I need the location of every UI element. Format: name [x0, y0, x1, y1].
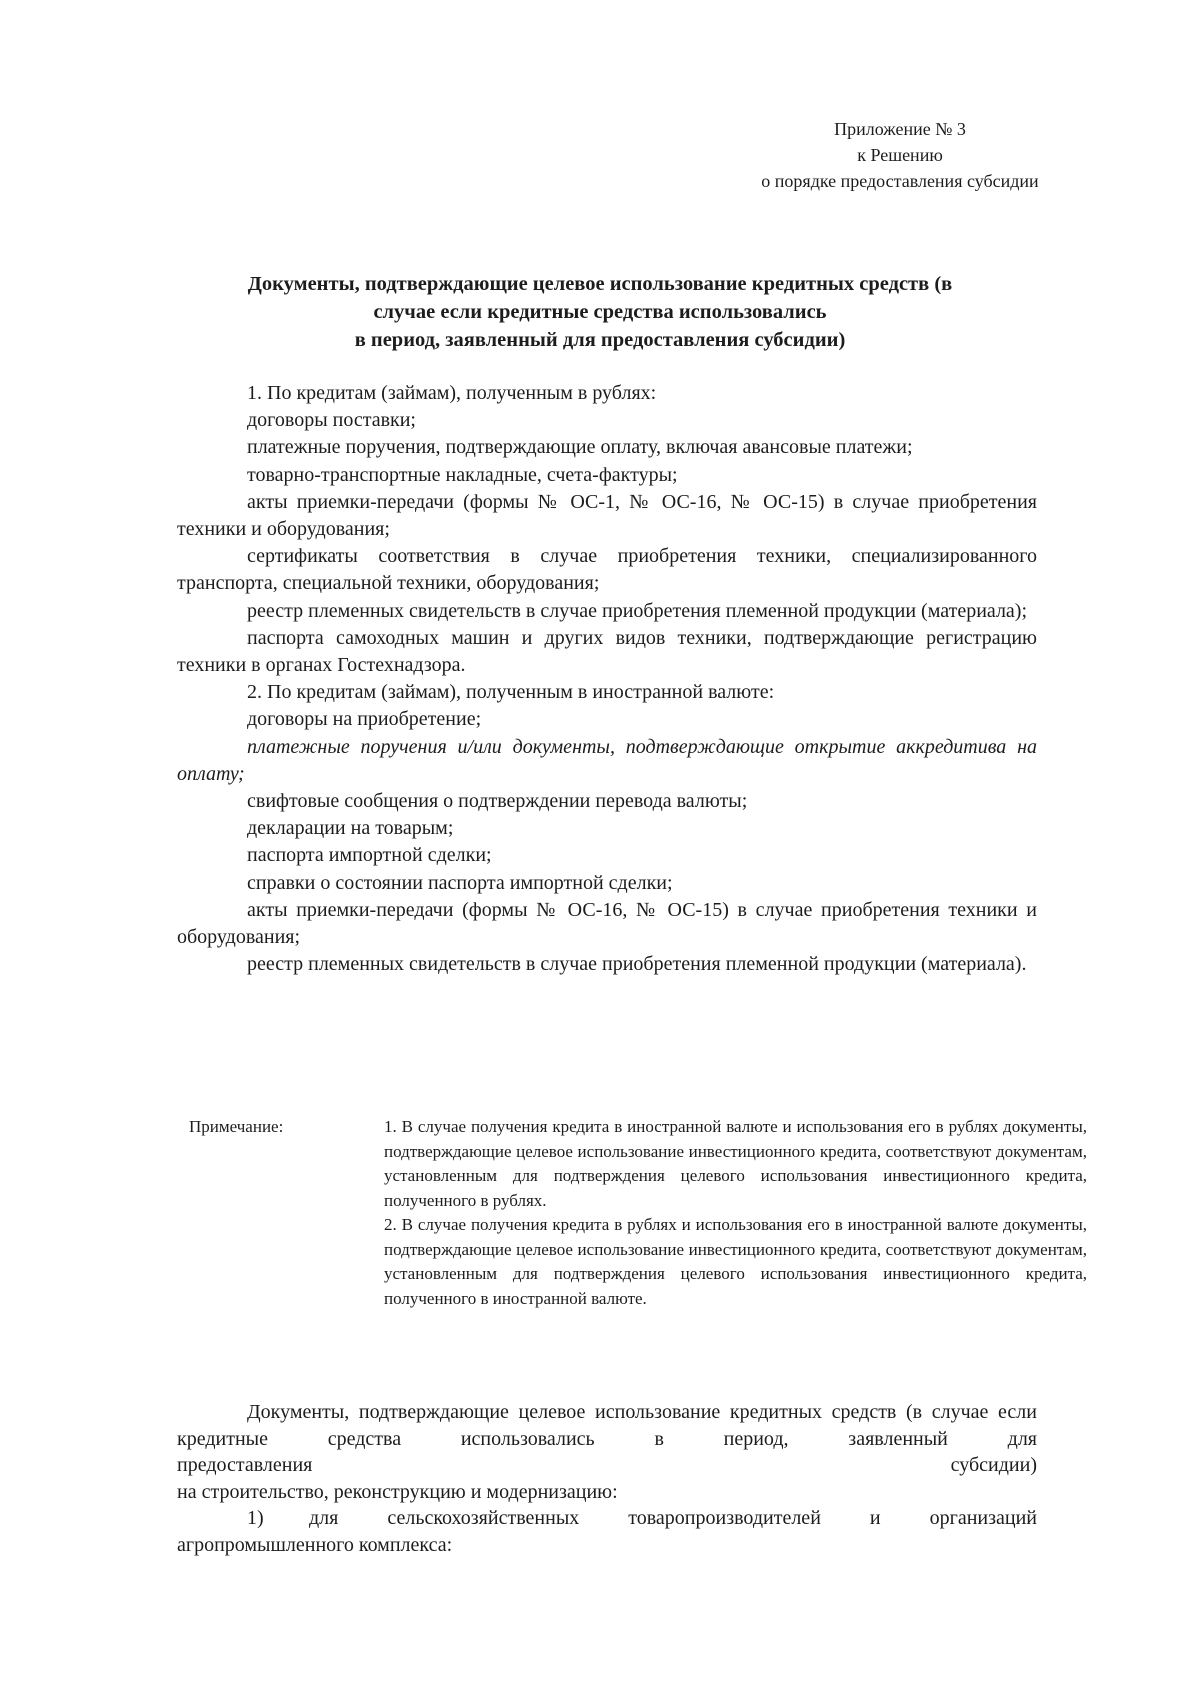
- appendix-number: Приложение № 3: [834, 119, 966, 139]
- list-text: для сельскохозяйственных товаропроизводителей и организаций агропромышленного комплекса:: [177, 1507, 1037, 1556]
- list-item: договоры поставки;: [247, 409, 416, 432]
- list-item: акты приемки-передачи (формы № ОС-16, № ОС-15) в случае приобретения техники и оборудования;: [177, 898, 1037, 949]
- list-number: 1): [247, 1507, 264, 1529]
- appendix-header: [700, 116, 1100, 194]
- construction-intro-spread-line: [177, 1452, 1037, 1479]
- appendix-subject: о порядке предоставления субсидии: [761, 171, 1039, 191]
- note-label: Примечание:: [189, 1117, 284, 1136]
- construction-intro-word: предоставления: [177, 1454, 313, 1476]
- list-item: платежные поручения и/или документы, подтверждающие открытие аккредитива на оплату;: [177, 735, 1037, 785]
- list-item: свифтовые сообщения о подтверждении перевода валюты;: [247, 790, 748, 813]
- section-heading-foreign-currency: 2. По кредитам (займам), полученным в иностранной валюте:: [247, 681, 775, 704]
- document-body: [177, 380, 1037, 978]
- list-item: реестр племенных свидетельств в случае приобретения племенной продукции (материала);: [247, 599, 1028, 622]
- list-item: паспорта импортной сделки;: [247, 844, 492, 867]
- numbered-list-item: [177, 1505, 1037, 1558]
- note-item: 1. В случае получения кредита в иностранной валюте и использования его в рублях документы, подтверждающие целевое использование инвестиционного кредита, соответствуют документам, установленным для подтверждения целевого использования инвестиционного кредита, полученного в рублях.: [384, 1117, 1087, 1210]
- list-item: паспорта самоходных машин и других видов техники, подтверждающие регистрацию техники в органах Гостехнадзора.: [177, 626, 1037, 677]
- construction-intro-purpose: на строительство, реконструкцию и модернизацию:: [177, 1480, 618, 1503]
- title-line: случае если кредитные средства использовались: [373, 301, 827, 323]
- construction-section: [177, 1399, 1037, 1558]
- list-item: реестр племенных свидетельств в случае приобретения племенной продукции (материала).: [247, 953, 1027, 976]
- title-line: Документы, подтверждающие целевое использование кредитных средств (в: [247, 273, 953, 295]
- appendix-reference: к Решению: [857, 145, 943, 165]
- list-item: сертификаты соответствия в случае приобретения техники, специализированного транспорта, специальной техники, оборудования;: [177, 545, 1037, 595]
- note-item: 2. В случае получения кредита в рублях и использования его в иностранной валюте документы, подтверждающие целевое использование инвестиционного кредита, соответствуют документам, установленным для подтверждения целевого использования инвестиционного кредита, полученного в иностранной валюте.: [384, 1215, 1087, 1308]
- title-line: в период, заявленный для предоставления субсидии): [354, 329, 846, 351]
- list-item: акты приемки-передачи (формы № ОС-1, № ОС-16, № ОС-15) в случае приобретения техники и оборудования;: [177, 490, 1037, 541]
- section-heading-rubles: 1. По кредитам (займам), полученным в рублях:: [247, 382, 657, 404]
- list-item: справки о состоянии паспорта импортной сделки;: [247, 871, 673, 894]
- construction-intro-word: субсидии): [950, 1454, 1037, 1476]
- construction-intro: Документы, подтверждающие целевое использование кредитных средств (в случае если кредитные средства использовались в период, заявленный для: [177, 1401, 1037, 1450]
- list-item: платежные поручения, подтверждающие оплату, включая авансовые платежи;: [247, 436, 913, 459]
- list-item: договоры на приобретение;: [247, 708, 482, 731]
- note-text: [384, 1115, 1087, 1311]
- document-title: [170, 270, 1030, 354]
- list-item: декларации на товарым;: [247, 817, 454, 840]
- list-item: товарно-транспортные накладные, счета-фактуры;: [247, 463, 678, 486]
